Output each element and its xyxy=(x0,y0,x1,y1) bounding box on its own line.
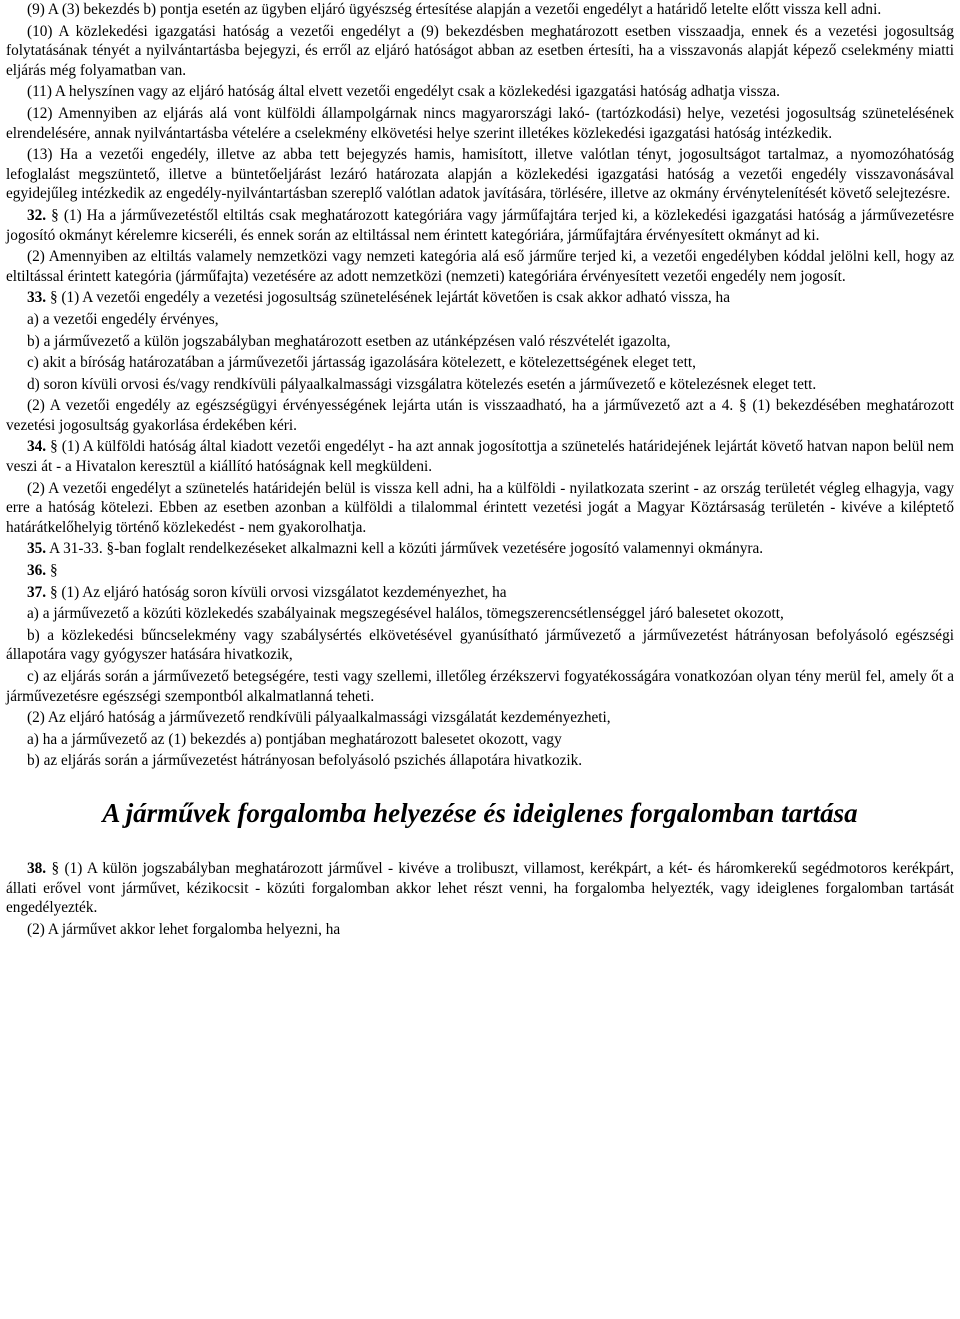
paragraph-text: § (1) Az eljáró hatóság soron kívüli orvosi vizsgálatot kezdeményezhet, ha xyxy=(49,583,507,601)
paragraph xyxy=(6,479,954,538)
paragraph-text: b) a járművezető a külön jogszabályban meghatározott esetben az utánképzésen való részvételét igazolta, xyxy=(27,332,671,350)
paragraph xyxy=(6,583,954,603)
paragraph xyxy=(6,0,954,20)
paragraph xyxy=(6,751,954,771)
paragraph xyxy=(6,104,954,143)
paragraph-text: (11) A helyszínen vagy az eljáró hatóság által elvett vezetői engedélyt csak a közlekedési igazgatási hatóság adhatja vissza. xyxy=(27,83,780,101)
paragraph-text: § (1) A külföldi hatóság által kiadott vezetői engedélyt - ha azt annak jogosítottja a szünetelés határidejének lejártát követő hatvan napon belül nem veszi át - a Hivatalon keresztül a kiállító hatóságnak kell megküldeni. xyxy=(6,438,955,476)
paragraph xyxy=(6,247,954,286)
paragraph xyxy=(6,22,954,81)
section-number: 33. xyxy=(27,289,47,307)
paragraph xyxy=(6,288,954,308)
paragraph xyxy=(6,375,954,395)
paragraph xyxy=(6,920,954,940)
paragraph xyxy=(6,332,954,352)
paragraph xyxy=(6,82,954,102)
section-number: 38. xyxy=(27,859,47,877)
paragraph xyxy=(6,708,954,728)
paragraph xyxy=(6,859,954,918)
section-number: 34. xyxy=(27,438,47,456)
document-body-bottom xyxy=(6,859,954,939)
paragraph-text: (10) A közlekedési igazgatási hatóság a vezetői engedélyt a (9) bekezdésben meghatározott esetben visszaadja, ennek és a vezetési jogosultság folytatásának tényét a nyilvántartásba bejegyzi, és erről az eljáró hatóságot abban az esetben értesíti, ha a visszavonás alapját képező cselekmény miatti eljárás még folyamatban van. xyxy=(6,22,954,79)
paragraph xyxy=(6,730,954,750)
paragraph-text: d) soron kívüli orvosi és/vagy rendkívüli pályaalkalmassági vizsgálatra kötelezés esetén a járművezető e kötelezésnek eleget tett. xyxy=(27,375,817,393)
paragraph-text: a) a vezetői engedély érvényes, xyxy=(27,310,219,328)
section-number: 32. xyxy=(27,206,47,224)
paragraph xyxy=(6,310,954,330)
document-body-top xyxy=(6,0,954,771)
paragraph-text: a) ha a járművezető az (1) bekezdés a) pontjában meghatározott balesetet okozott, vagy xyxy=(27,730,562,748)
paragraph-text: (13) Ha a vezetői engedély, illetve az abba tett bejegyzés hamis, hamisított, illetve valótlan tényt, jogosultságot tartalmaz, a nyomozóhatóság lefoglalást megszüntető, illetve a büntetőeljárást lezáró határozata alapján a közlekedési igazgatási hatóság a vezetői engedély visszavonásával egyidejűleg intézkedik az engedély-nyilvántartásban szereplő valótlan adatok javítására, törlésére, illetve az okmány érvénytelenítését követő selejtezésre. xyxy=(6,146,954,203)
paragraph xyxy=(6,539,954,559)
section-number: 37. xyxy=(27,583,47,601)
paragraph xyxy=(6,437,954,476)
paragraph-text: § (1) A külön jogszabályban meghatározott járművel - kivéve a trolibuszt, villamost, kerékpárt, a két- és háromkerekű segédmotoros kerékpárt, állati erővel vont járművet, kézikocsit - közúti forgalomban akkor lehet részt venni, ha forgalomba helyezték, vagy ideiglenes forgalomban tartását engedélyezték. xyxy=(6,859,955,917)
section-number: 36. xyxy=(27,562,47,580)
paragraph-text: § xyxy=(49,562,58,580)
paragraph-text: b) a közlekedési bűncselekmény vagy szabálysértés elkövetésével gyanúsítható járművezető a járművezetést hátrányosan befolyásoló egészségi állapotára vagy gyógyszer hatására hivatkozik, xyxy=(6,626,954,664)
paragraph xyxy=(6,145,954,204)
paragraph-text: (9) A (3) bekezdés b) pontja esetén az ügyben eljáró ügyészség értesítése alapján a vezetői engedélyt a határidő letelte előtt vissza kell adni. xyxy=(27,1,882,18)
paragraph-text: c) akit a bíróság határozatában a járművezetői jártasság igazolására kötelezett, e kötelezettségének eleget tett, xyxy=(27,354,696,372)
paragraph-text: b) az eljárás során a járművezetést hátrányosan befolyásoló pszichés állapotára hivatkozik. xyxy=(27,752,583,770)
paragraph-text: a) a járművezető a közúti közlekedés szabályainak megszegésével halálos, tömegszerencsétlenséggel járó balesetet okozott, xyxy=(27,605,784,623)
paragraph xyxy=(6,626,954,665)
paragraph-text: (2) A járművet akkor lehet forgalomba helyezni, ha xyxy=(27,920,341,938)
paragraph-text: (2) Az eljáró hatóság a járművezető rendkívüli pályaalkalmassági vizsgálatát kezdeményezheti, xyxy=(27,709,611,727)
paragraph xyxy=(6,667,954,706)
paragraph-text: (12) Amennyiben az eljárás alá vont külföldi állampolgárnak nincs magyarországi lakó- (tartózkodási) helye, vezetési jogosultság szünetelésének elrendelésére, annak nyilvántartásba vételére a cselekmény elkövetési helye szerint illetékes közlekedési igazgatási hatóság intézkedik. xyxy=(6,104,954,142)
section-number: 35. xyxy=(27,540,47,558)
paragraph-text: (2) Amennyiben az eltiltás valamely nemzetközi vagy nemzeti kategória alá eső járműre terjed ki, a vezetői engedélyben kóddal jelölni kell, hogy az eltiltással érintett kategória (járműfajta) vezetésére az adott nemzetközi (nemzeti) kategóriára érvényesített vezetői engedély nem jogosít. xyxy=(6,248,954,285)
section-heading: A járművek forgalomba helyezése és ideiglenes forgalomban tartása xyxy=(102,797,858,828)
paragraph xyxy=(6,604,954,624)
paragraph-text: § (1) A vezetői engedély a vezetési jogosultság szünetelésének lejártát követően is csak akkor adható vissza, ha xyxy=(49,289,730,307)
paragraph-text: (2) A vezetői engedély az egészségügyi érvényességének lejárta után is visszaadható, ha a járművezető azt a 4. § (1) bekezdésében meghatározott vezetési jogosultság gyakorlása érdekében kéri. xyxy=(6,397,954,434)
paragraph-text: A 31-33. §-ban foglalt rendelkezéseket alkalmazni kell a közúti járművek vezetésére jogosító valamennyi okmányra. xyxy=(49,540,764,558)
paragraph xyxy=(6,353,954,373)
paragraph xyxy=(6,396,954,435)
paragraph-text: (2) A vezetői engedélyt a szünetelés határidején belül is vissza kell adni, ha a külföldi - nyilatkozata szerint - az ország területét végleg elhagyja, vagy erre a hatóság kötelezi. Ebben az esetben azonban a külföldi a tilalommal érintett vezetési jogát a Magyar Köztársaság területén - kivéve a kiléptető határátkelőhelyig történő közlekedést - nem gyakorolhatja. xyxy=(6,479,954,536)
paragraph-text: c) az eljárás során a járművezető betegségére, testi vagy szellemi, illetőleg érzékszervi fogyatékosságára vonatkozóan olyan tény merül fel, amely őt a járművezetésre egészségi szempontból alkalmatlanná teheti. xyxy=(6,668,954,705)
paragraph xyxy=(6,206,954,245)
paragraph-text: § (1) Ha a járművezetéstől eltiltás csak meghatározott kategóriára vagy járműfajtára terjed ki, a közlekedési igazgatási hatóság a járművezetésre jogosító okmányt kérelemre kicseréli, és ennek során az eltiltással nem érintett kategóriára, járműfajtára érvényesített okmányt ad ki. xyxy=(6,206,954,244)
paragraph xyxy=(6,561,954,581)
